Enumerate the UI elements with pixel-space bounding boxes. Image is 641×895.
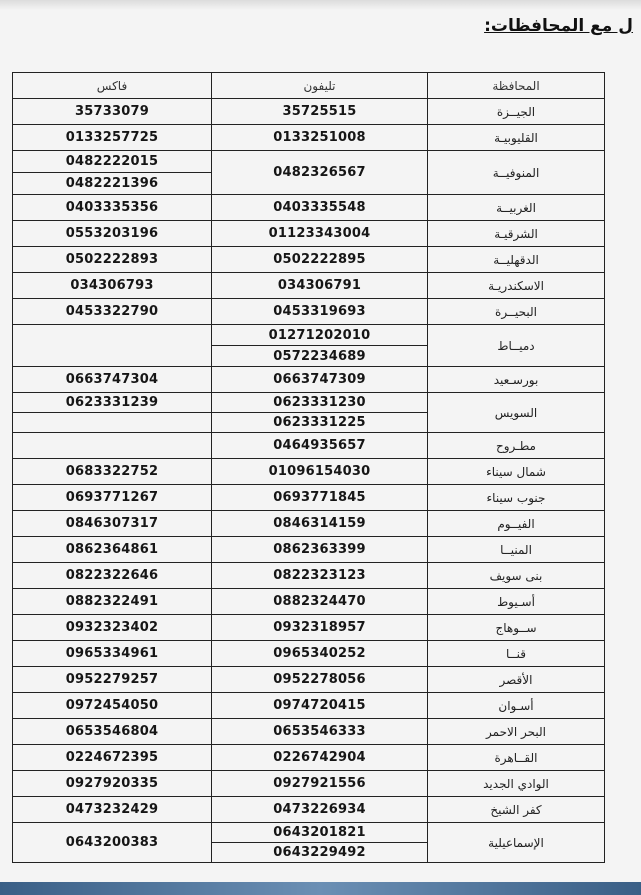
fax-cell: 0403335356	[13, 195, 212, 221]
table-row	[13, 745, 605, 771]
phone-cell: 0932318957	[212, 615, 428, 641]
table-row	[13, 221, 605, 247]
table-row	[13, 273, 605, 299]
governorate-cell: أسـيوط	[428, 589, 605, 615]
governorate-cell: بورسـعيد	[428, 367, 605, 393]
table-row	[13, 195, 605, 221]
table-row	[13, 667, 605, 693]
phone-cell: 0464935657	[212, 433, 428, 459]
table-row	[13, 247, 605, 273]
table-row	[13, 325, 605, 346]
governorate-cell: الشرقيـة	[428, 221, 605, 247]
fax-cell: 0952279257	[13, 667, 212, 693]
fax-cell	[13, 433, 212, 459]
governorate-cell: القــاهرة	[428, 745, 605, 771]
governorate-cell: السويس	[428, 393, 605, 433]
table-row	[13, 589, 605, 615]
phone-cell: 0453319693	[212, 299, 428, 325]
fax-cell: 0453322790	[13, 299, 212, 325]
phone-cell: 0663747309	[212, 367, 428, 393]
phone-cell: 0822323123	[212, 563, 428, 589]
phone-cell: 0502222895	[212, 247, 428, 273]
governorate-cell: مطـروح	[428, 433, 605, 459]
fax-cell: 0224672395	[13, 745, 212, 771]
fax-cell: 0683322752	[13, 459, 212, 485]
table-row	[13, 823, 605, 843]
governorate-cell: ســوهاج	[428, 615, 605, 641]
contacts-sheet	[12, 72, 604, 863]
header-governorate: المحافظة	[428, 73, 605, 99]
fax-cell	[13, 413, 212, 433]
phone-cell: 0133251008	[212, 125, 428, 151]
phone-cell: 0623331225	[212, 413, 428, 433]
fax-cell: 35733079	[13, 99, 212, 125]
table-row	[13, 125, 605, 151]
fax-cell: 0473232429	[13, 797, 212, 823]
phone-cell: 0643201821	[212, 823, 428, 843]
phone-cell: 0572234689	[212, 346, 428, 367]
table-body	[13, 99, 605, 863]
phone-cell: 0974720415	[212, 693, 428, 719]
fax-cell: 0972454050	[13, 693, 212, 719]
phone-cell: 0882324470	[212, 589, 428, 615]
phone-cell: 0226742904	[212, 745, 428, 771]
fax-cell: 034306793	[13, 273, 212, 299]
governorate-cell: الفيــوم	[428, 511, 605, 537]
governorate-cell: الأقصر	[428, 667, 605, 693]
governorate-cell: الدقهليــة	[428, 247, 605, 273]
phone-cell: 0403335548	[212, 195, 428, 221]
fax-cell: 0502222893	[13, 247, 212, 273]
phone-cell: 0643229492	[212, 843, 428, 863]
governorate-cell: المنيــا	[428, 537, 605, 563]
fax-cell: 0822322646	[13, 563, 212, 589]
governorate-cell: شمال سيناء	[428, 459, 605, 485]
fax-cell: 0653546804	[13, 719, 212, 745]
governorate-cell: البحر الاحمر	[428, 719, 605, 745]
fax-cell: 0643200383	[13, 823, 212, 863]
fax-cell: 0623331239	[13, 393, 212, 413]
page-title: ل مع المحافظات:	[484, 16, 633, 36]
phone-cell: 0693771845	[212, 485, 428, 511]
fax-cell: 0882322491	[13, 589, 212, 615]
table-header-row	[13, 73, 605, 99]
governorate-cell: الجيــزة	[428, 99, 605, 125]
phone-cell: 0846314159	[212, 511, 428, 537]
phone-cell: 0862363399	[212, 537, 428, 563]
governorate-cell: الاسكندريـة	[428, 273, 605, 299]
governorate-cell: الوادي الجديد	[428, 771, 605, 797]
table-row	[13, 719, 605, 745]
table-row	[13, 563, 605, 589]
governorate-cell: بنى سويف	[428, 563, 605, 589]
governorate-cell: الغربيــة	[428, 195, 605, 221]
governorates-contact-table	[12, 72, 605, 863]
top-edge	[0, 0, 641, 10]
table-row	[13, 485, 605, 511]
phone-cell: 0473226934	[212, 797, 428, 823]
phone-cell: 01123343004	[212, 221, 428, 247]
table-row	[13, 151, 605, 173]
governorate-cell: كفر الشيخ	[428, 797, 605, 823]
fax-cell: 0482221396	[13, 173, 212, 195]
table-row	[13, 367, 605, 393]
fax-cell: 0927920335	[13, 771, 212, 797]
fax-cell	[13, 325, 212, 367]
fax-cell: 0932323402	[13, 615, 212, 641]
phone-cell: 01271202010	[212, 325, 428, 346]
bottom-edge	[0, 882, 641, 895]
governorate-cell: القليوبيـة	[428, 125, 605, 151]
phone-cell: 0952278056	[212, 667, 428, 693]
fax-cell: 0862364861	[13, 537, 212, 563]
governorate-cell: جنوب سيناء	[428, 485, 605, 511]
phone-cell: 0653546333	[212, 719, 428, 745]
table-row	[13, 393, 605, 413]
governorate-cell: الإسماعيلية	[428, 823, 605, 863]
table-row	[13, 511, 605, 537]
fax-cell: 0133257725	[13, 125, 212, 151]
table-row	[13, 459, 605, 485]
fax-cell: 0553203196	[13, 221, 212, 247]
table-row	[13, 693, 605, 719]
phone-cell: 01096154030	[212, 459, 428, 485]
table-row	[13, 299, 605, 325]
governorate-cell: أسـوان	[428, 693, 605, 719]
header-phone: تليفون	[212, 73, 428, 99]
phone-cell: 0482326567	[212, 151, 428, 195]
fax-cell: 0693771267	[13, 485, 212, 511]
governorate-cell: البحيــرة	[428, 299, 605, 325]
phone-cell: 0623331230	[212, 393, 428, 413]
governorate-cell: قنــا	[428, 641, 605, 667]
table-row	[13, 537, 605, 563]
governorate-cell: دميــاط	[428, 325, 605, 367]
header-fax: فاكس	[13, 73, 212, 99]
table-row	[13, 615, 605, 641]
phone-cell: 0965340252	[212, 641, 428, 667]
fax-cell: 0482222015	[13, 151, 212, 173]
phone-cell: 034306791	[212, 273, 428, 299]
table-row	[13, 797, 605, 823]
phone-cell: 35725515	[212, 99, 428, 125]
phone-cell: 0927921556	[212, 771, 428, 797]
table-row	[13, 99, 605, 125]
table-row	[13, 641, 605, 667]
table-row	[13, 771, 605, 797]
fax-cell: 0965334961	[13, 641, 212, 667]
governorate-cell: المنوفيــة	[428, 151, 605, 195]
table-row	[13, 433, 605, 459]
fax-cell: 0846307317	[13, 511, 212, 537]
fax-cell: 0663747304	[13, 367, 212, 393]
